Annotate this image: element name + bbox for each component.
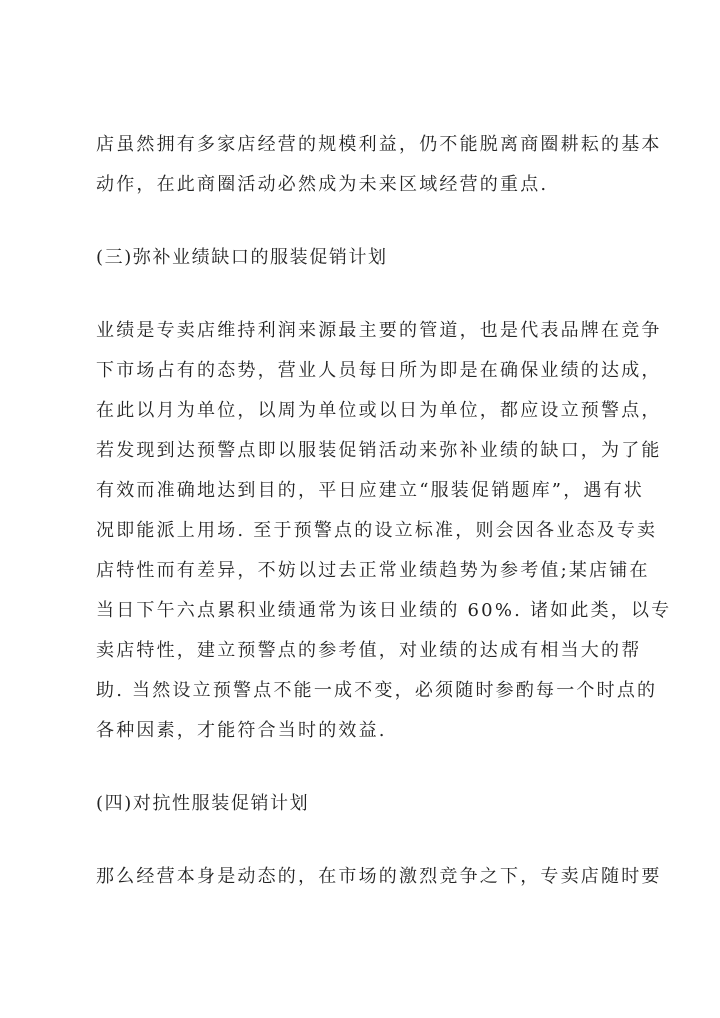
section-heading-4: (四)对抗性服装促销计划 [96, 793, 310, 814]
paragraph-line: 助. 当然设立预警点不能一成不变，必须随时参酌每一个时点的 [96, 680, 658, 701]
paragraph-line: 卖店特性，建立预警点的参考值，对业绩的达成有相当大的帮 [96, 640, 642, 661]
paragraph-line: 那么经营本身是动态的，在市场的激烈竞争之下，专卖店随时要 [96, 866, 662, 887]
section-heading-3: (三)弥补业绩缺口的服装促销计划 [96, 247, 388, 268]
paragraph-line: 店特性而有差异，不妨以过去正常业绩趋势为参考值;某店铺在 [96, 560, 650, 581]
paragraph-line: 业绩是专卖店维持利润来源最主要的管道，也是代表品牌在竞争 [96, 320, 662, 341]
paragraph-line: 况即能派上用场. 至于预警点的设立标准，则会因各业态及专卖 [96, 520, 658, 541]
intro-line-1: 店虽然拥有多家店经营的规模利益，仍不能脱离商圈耕耘的基本 [96, 134, 662, 155]
paragraph-line: 在此以月为单位，以周为单位或以日为单位，都应设立预警点， [96, 400, 662, 421]
paragraph-line: 各种因素，才能符合当时的效益. [96, 720, 387, 741]
intro-line-2: 动作，在此商圈活动必然成为未来区域经营的重点. [96, 174, 549, 195]
paragraph-line: 若发现到达预警点即以服装促销活动来弥补业绩的缺口，为了能 [96, 440, 662, 461]
paragraph-line: 当日下午六点累积业绩通常为该日业绩的 60%. 诸如此类，以专 [96, 600, 672, 621]
paragraph-line: 有效而准确地达到目的，平日应建立“服装促销题库”，遇有状 [96, 480, 645, 501]
paragraph-line: 下市场占有的态势，营业人员每日所为即是在确保业绩的达成， [96, 360, 662, 381]
